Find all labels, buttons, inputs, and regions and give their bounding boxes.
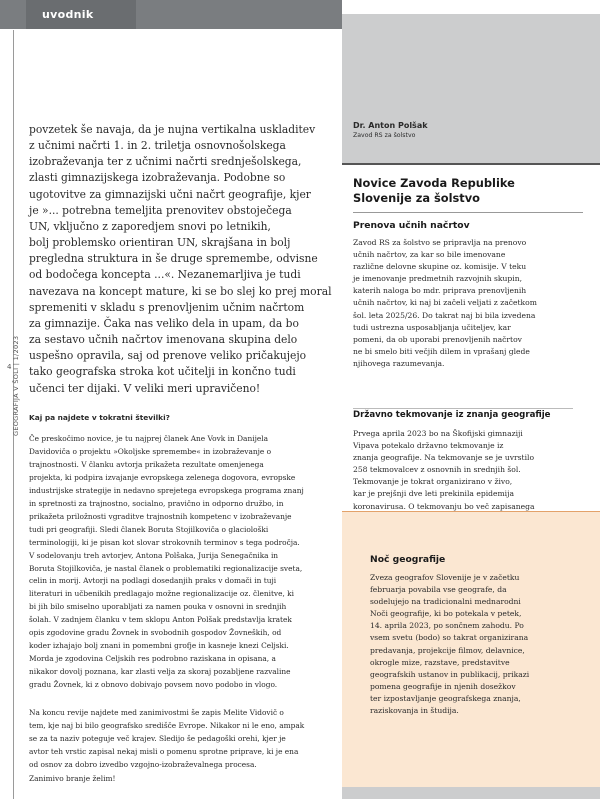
body-line: tudi pri geografiji. Sledi članek Boruta Stojilkoviča o glaciološki xyxy=(29,524,269,534)
lead-line: izobraževanja ter z učnimi načrti srednješolskega, xyxy=(29,155,302,169)
lead-line: bolj problemsko orientiran UN, skrajšana in bolj xyxy=(29,236,291,250)
news-line: Tekmovanje je tokrat organizirano v živo, xyxy=(353,477,513,487)
lead-line: spremeniti v skladu s prenovljenim učnim načrtom xyxy=(29,300,305,314)
lead-line: z učnimi načrti 1. in 2. triletja osnovnošolskega xyxy=(29,139,286,153)
body-line: šolah. V zadnjem članku v tem sklopu Anton Polšak predstavlja kratek xyxy=(29,615,292,625)
geo-night-line: vsem svetu (bodo) so takrat organizirana xyxy=(370,633,529,643)
news-section1-heading: Prenova učnih načrtov xyxy=(353,220,470,231)
news-line: učnih načrtov, za kar so bile imenovane xyxy=(353,250,506,260)
lead-line: UN, vključno z zaporedjem snovi po letnikih, xyxy=(29,219,271,233)
geo-night-line: 14. aprila 2023, po sončnem zahodu. Po xyxy=(370,621,524,631)
geo-night-line: Zveza geografov Slovenije je v začetku xyxy=(370,573,520,582)
geo-night-line: Noči geografije, ki bo potekala v petek, xyxy=(370,609,522,619)
body-line: industrijske strategije in nedavno sprejetega evropskega programa znanj xyxy=(29,485,304,495)
body-line: tem, kje naj bi bilo geografsko središče Evrope. Nikakor ni le eno, ampak xyxy=(29,720,305,730)
closing-line xyxy=(29,773,339,786)
geo-night-top-rule xyxy=(342,511,600,512)
body-line: celin in morij. Avtorji na podlagi dosedanjih praks v domači in tuji xyxy=(29,576,277,586)
news-line: Vipava potekalo državno tekmovanje iz xyxy=(353,441,504,451)
geo-night-line: geografskih ustanov in publikacij, prikazi xyxy=(370,669,530,679)
lead-line: povzetek še navaja, da je nujna vertikalna uskladitev xyxy=(29,123,316,136)
body-line: Morda je zgodovina Celjskih res podrobno raziskana in opisana, a xyxy=(29,654,276,664)
news-section-divider xyxy=(353,408,573,409)
body-line: se za ta naziv poteguje več krajev. Sledijo še pedagoški orehi, kjer je xyxy=(29,733,286,743)
news-line: kar je prejšnji dve leti prekinila epidemija xyxy=(353,489,514,499)
section-label: uvodnik xyxy=(26,0,136,29)
news-line: ne bi smelo biti večjih dilem in vprašanj glede xyxy=(353,346,530,356)
news-section1-text xyxy=(353,237,593,370)
body-paragraph-2 xyxy=(29,707,339,772)
body-line: projekta, ki podpira izvajanje evropskega zelenega dogovora, evropske xyxy=(29,472,296,482)
author-name: Dr. Anton Polšak xyxy=(353,121,428,130)
body-line: Boruta Stojilkoviča, je nastal članek o problematiki regionalizacije sveta, xyxy=(29,563,303,573)
lead-line: učenci ter dijaki. V veliki meri upravičeno! xyxy=(29,381,261,395)
page-number: 4 xyxy=(7,363,12,371)
news-line: šol. leta 2025/26. Do takrat naj bi bila izvedena xyxy=(353,310,536,320)
body-line: opis zgodovine gradu Žovnek in svobodnih gospodov Žovneških, od xyxy=(29,628,282,638)
news-line: njihovega razumevanja. xyxy=(353,358,445,368)
news-line: koronavirusa. O tekmovanju bo več zapisanega xyxy=(353,501,535,511)
news-line: različne delovne skupine oz. komisije. V teku xyxy=(353,262,527,272)
lead-line: je »... potrebna temeljita prenovitev obstoječega xyxy=(29,203,292,217)
body-paragraph-1 xyxy=(29,433,339,692)
news-line: je imenovanje predmetnih razvojnih skupin, xyxy=(353,274,523,284)
news-line: Zavod RS za šolstvo se pripravlja na prenovo xyxy=(353,238,527,247)
lead-line: od bodočega koncepta ...«. Nezanemarljiva je tudi xyxy=(29,268,301,282)
news-line: Prvega aprila 2023 bo na Škofijski gimnaziji xyxy=(353,429,523,438)
lead-paragraph xyxy=(29,122,335,397)
body-line: Davidoviča o projektu »Okoljske spremembe« in izobraževanje o xyxy=(29,446,272,456)
lead-line: tako geografska stroka kot učitelji in končno tudi xyxy=(29,365,296,379)
closing-text: Zanimivo branje želim! xyxy=(29,774,116,783)
running-title: GEOGRAFIJA V ŠOLI | 1/2023 xyxy=(12,335,20,436)
lead-line: za sestavo učnih načrtov imenovana skupina delo xyxy=(29,333,298,347)
lead-line: navezava na koncept mature, ki se bo slej ko prej moral xyxy=(29,284,332,298)
news-section2-heading: Državno tekmovanje iz znanja geografije xyxy=(353,410,551,420)
body-line: gradu Žovnek, ki z obnovo dobivajo povsem novo podobo in vlogo. xyxy=(29,680,278,690)
geo-night-text xyxy=(370,572,590,717)
news-title-line: Novice Zavoda Republike xyxy=(353,176,515,190)
lead-line: uspešno opravila, saj od prenove veliko pričakujejo xyxy=(29,349,307,363)
geo-night-line: predavanja, projekcije filmov, delavnice, xyxy=(370,645,525,655)
body-line: trajnostnosti. V članku avtorja prikažeta rezultate omenjenega xyxy=(29,459,264,469)
body-line: terminologiji, ki je pisan kot slovar strokovnih terminov s tega področja. xyxy=(29,537,300,547)
body-line: bi jih bilo smiselno uporabljati za namen pouka v osnovni in srednjih xyxy=(29,602,287,612)
news-title-line: Slovenije za šolstvo xyxy=(353,191,480,205)
news-line: 258 tekmovalcev z osnovnih in srednjih šol. xyxy=(353,465,521,475)
geo-night-line: raziskovanja in študija. xyxy=(370,706,459,716)
body-line: Če preskočimo novice, je tu najprej članek Ane Vovk in Danijela xyxy=(29,434,269,443)
header-gap xyxy=(342,0,600,14)
body-line: literaturi in učbenikih predlagajo možne regionalizacije oz. členitve, ki xyxy=(29,589,295,599)
body-line: avtor teh vrstic zapisal nekaj misli o pomenu sprotne priprave, ki je ena xyxy=(29,746,299,756)
news-line: učnih načrtov, ki naj bi začeli veljati z začetkom xyxy=(353,298,537,308)
body-line: Na koncu revije najdete med zanimivostmi še zapis Melite Vidovič o xyxy=(29,708,284,717)
body-line: V sodelovanju treh avtorjev, Antona Polšaka, Jurija Senegačnika in xyxy=(29,550,279,560)
geo-night-line: okrogle mize, razstave, predstavitve xyxy=(370,657,510,667)
news-top-rule xyxy=(342,163,600,165)
news-line: tudi ustrezna usposabljanja učiteljev, kar xyxy=(353,322,511,332)
lead-line: ugotovitve za gimnazijski učni načrt geografije, kjer xyxy=(29,187,311,201)
lead-line: zlasti gimnazijskega izobraževanja. Podobne so xyxy=(29,171,286,185)
author-role: Zavod RS za šolstvo xyxy=(353,132,416,139)
body-line: od osnov za dobro izvedbo vzgojno-izobraževalnega procesa. xyxy=(29,759,257,769)
news-line: znanja geografije. Na tekmovanje se je uvrstilo xyxy=(353,453,535,463)
geo-night-line: februarja povabila vse geografe, da xyxy=(370,585,507,595)
geo-night-line: pomena geografije in njenih dosežkov xyxy=(370,681,516,691)
news-title-rule xyxy=(353,212,583,213)
body-line: nikakor dovolj poznana, kar zlasti velja za skoraj pozabljene razvaline xyxy=(29,667,291,677)
news-line: pomeni, da ob uporabi prenovljenih načrtov xyxy=(353,334,522,344)
lead-line: pregledna struktura in še druge spremembe, odvisne xyxy=(29,252,318,266)
question-heading: Kaj pa najdete v tokratni številki? xyxy=(29,413,170,422)
geo-night-line: ter izpostavljanje geografskega znanja, xyxy=(370,693,521,703)
body-line: prikažeta priložnosti vgraditve trajnostnih kompetenc v izobraževanje xyxy=(29,511,292,521)
geo-night-line: sodelujejo na tradicionalni mednarodni xyxy=(370,597,521,607)
body-line: koder izhajajo bolj znani in pomembni grofje in kasneje knezi Celjski. xyxy=(29,641,289,651)
news-line: katerih naloga bo mdr. priprava prenovljenih xyxy=(353,286,527,296)
body-line: in spretnosti za trajnostno, socialno, pravično in odporno družbo, in xyxy=(29,498,284,508)
news-title xyxy=(353,176,593,206)
lead-line: za gimnazije. Čaka nas veliko dela in upam, da bo xyxy=(29,316,299,330)
geo-night-heading: Noč geografije xyxy=(370,554,446,565)
